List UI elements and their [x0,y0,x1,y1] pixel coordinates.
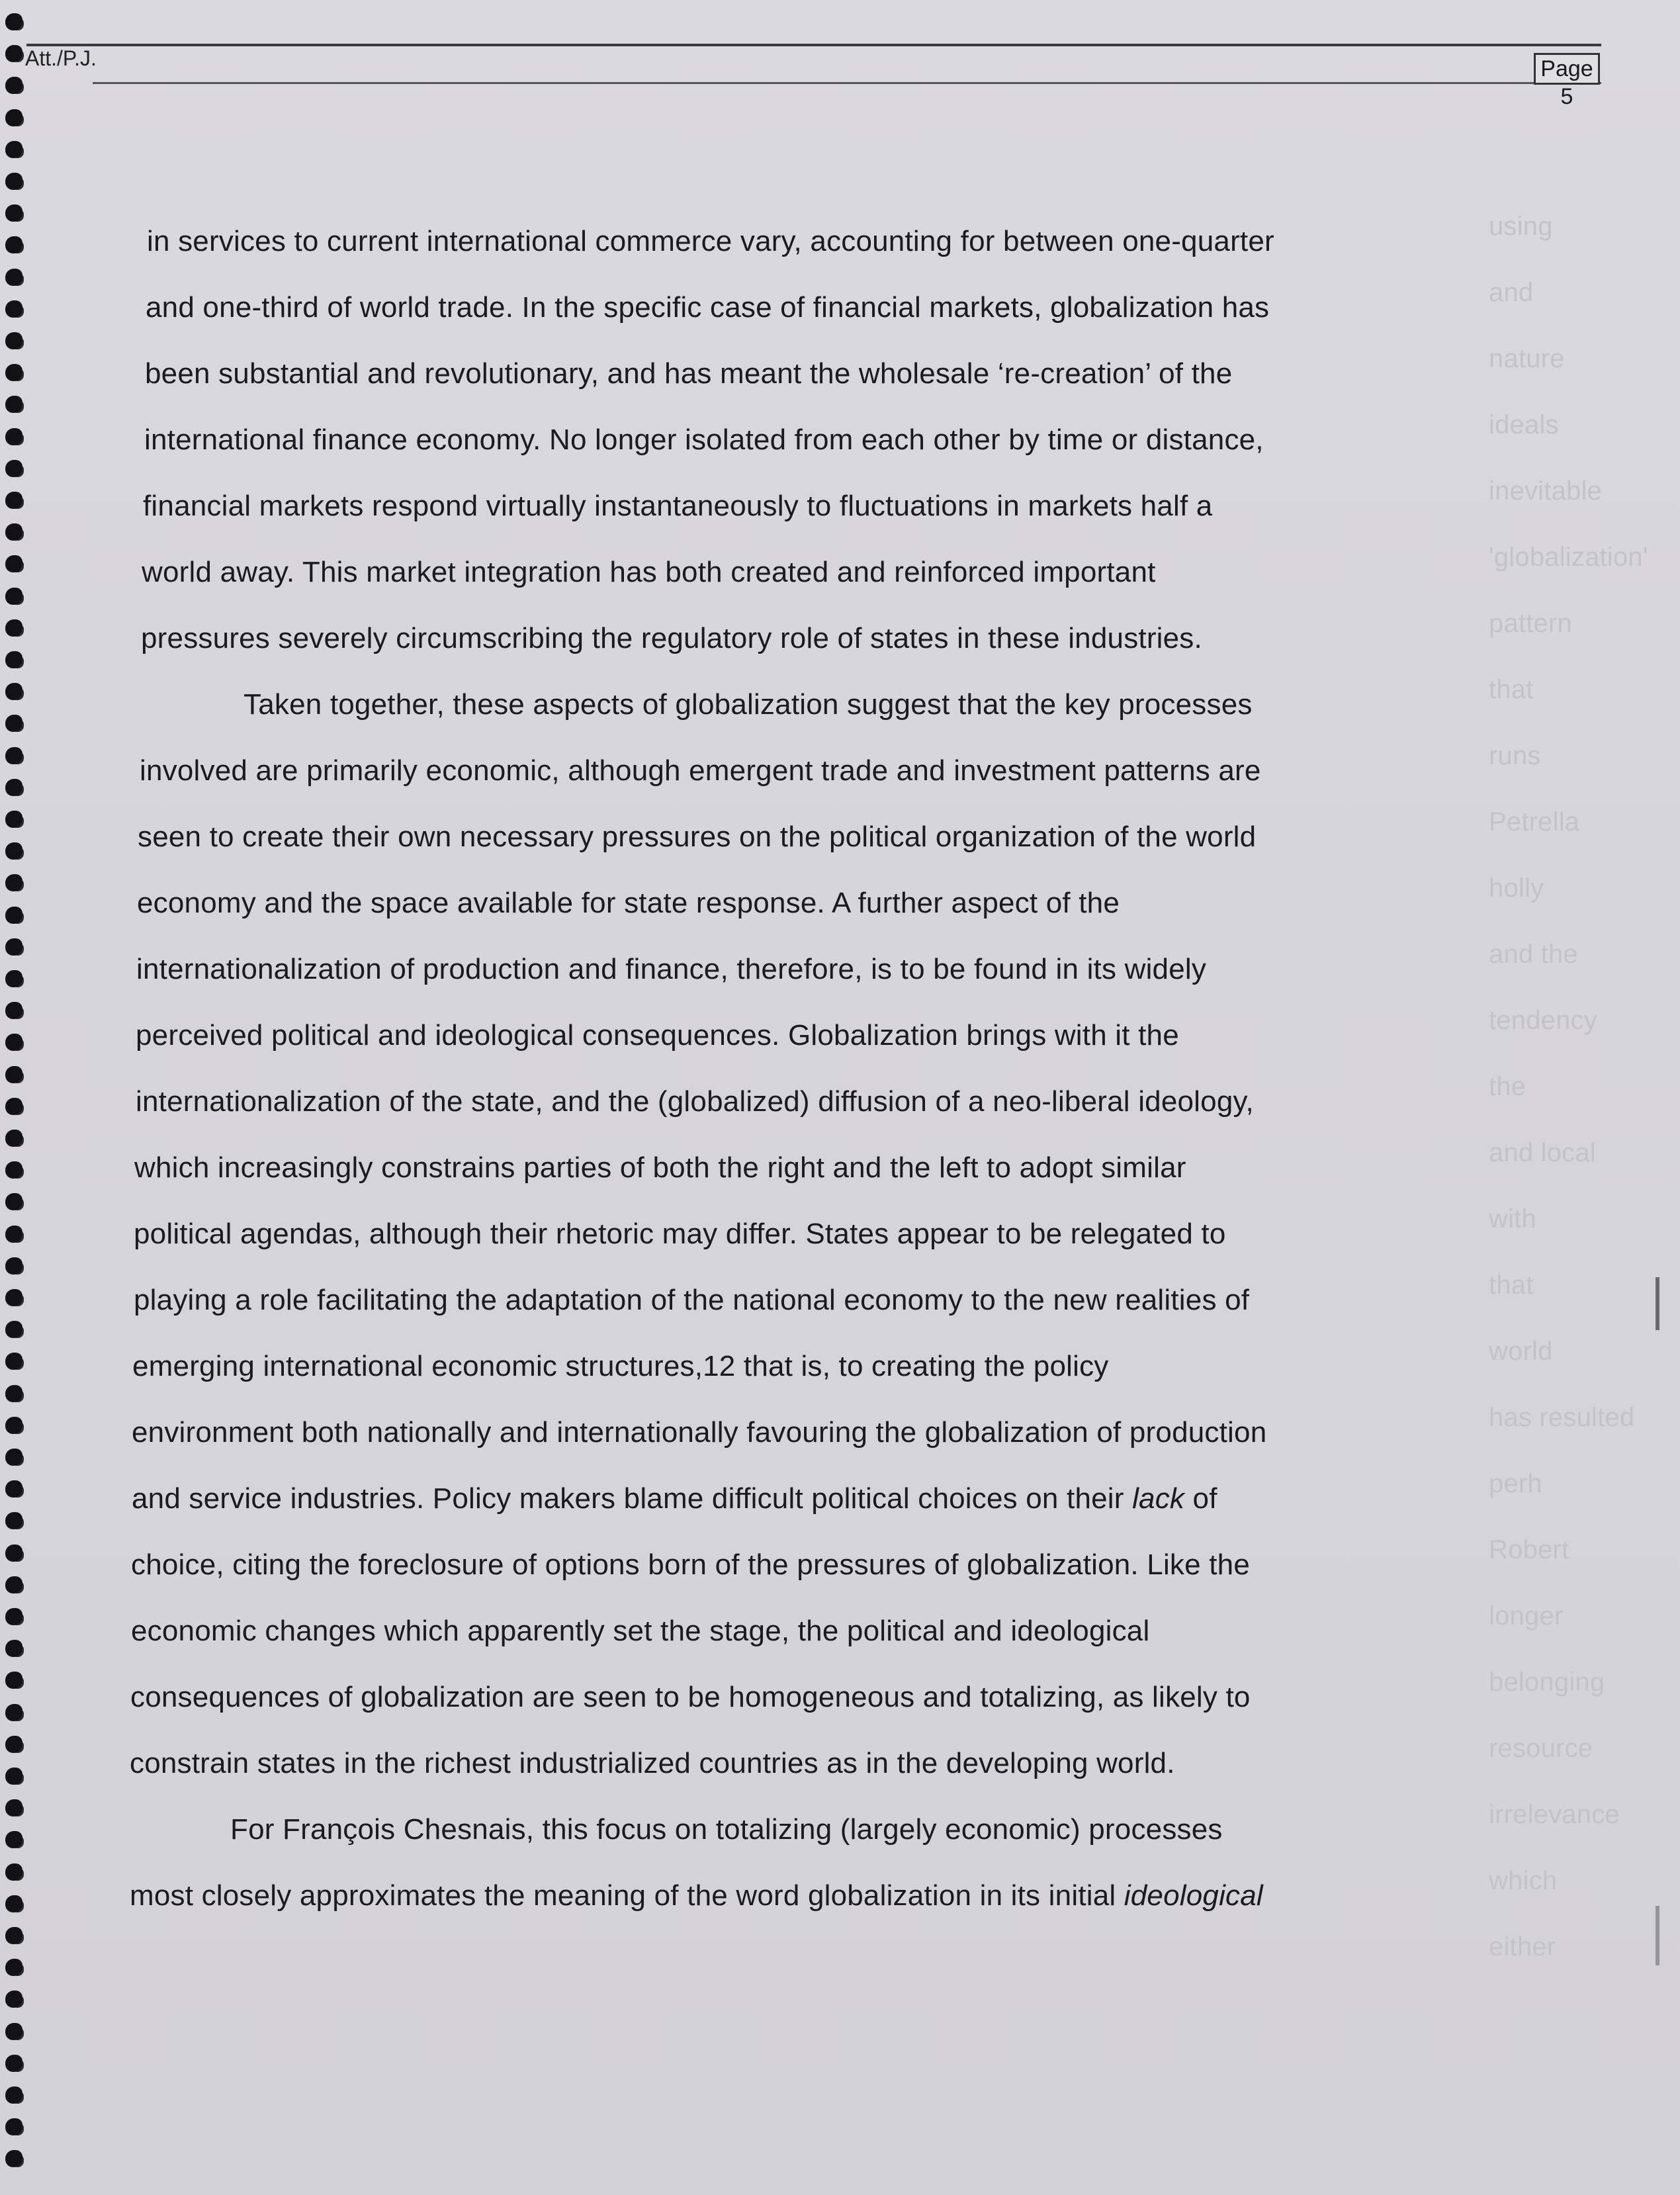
text-line: been substantial and revolutionary, and has meant the wholesale ‘re-creation’ of the [145,357,1233,390]
show-through-fragment: that [1489,1271,1534,1300]
show-through-fragment: using [1489,212,1553,241]
show-through-fragment: the [1489,1072,1526,1101]
text-line: environment both nationally and internationally favouring the globalization of production [132,1416,1267,1449]
show-through-fragment: 'globalization' [1489,543,1648,572]
text-line: involved are primarily economic, although emergent trade and investment patterns are [140,754,1261,787]
show-through-fragment: inevitable [1489,476,1603,506]
emphasis: lack [1132,1482,1185,1515]
show-through-fragment: world [1489,1337,1553,1366]
text-line: emerging international economic structures,12 that is, to creating the policy [132,1350,1109,1382]
show-through-fragment: longer [1489,1601,1564,1631]
show-through-fragment: tendency [1489,1006,1597,1035]
text-line: Taken together, these aspects of globalization suggest that the key processes [243,688,1253,721]
show-through-fragment: that [1489,675,1534,704]
show-through-fragment: Robert [1489,1535,1569,1564]
text-line: choice, citing the foreclosure of options born of the pressures of globalization. Like the [131,1548,1250,1581]
show-through-fragment: runs [1489,741,1541,770]
emphasis: ideological [1124,1879,1263,1912]
edge-speck [1656,1277,1659,1330]
text-line: seen to create their own necessary pressures on the political organization of the world [138,821,1257,853]
text-line: and one-third of world trade. In the specific case of financial markets, globalization has [146,291,1270,324]
show-through-fragment: has resulted [1489,1403,1635,1432]
show-through-fragment: and the [1489,940,1578,969]
text-line: economy and the space available for state response. A further aspect of the [137,887,1120,919]
show-through-fragment: and local [1489,1138,1596,1167]
text-line: pressures severely circumscribing the regulatory role of states in these industries. [141,622,1202,654]
show-through-fragment: holly [1489,874,1544,903]
text-line: and service industries. Policy makers blame difficult political choices on their lack of [132,1482,1217,1515]
text-line: financial markets respond virtually instantaneously to fluctuations in markets half a [143,490,1213,522]
text-line: political agendas, although their rhetoric may differ. States appear to be relegated to [134,1218,1226,1250]
show-through-fragment: Petrella [1489,807,1580,836]
show-through-fragment: ideals [1489,410,1559,439]
show-through-fragment: resource [1489,1734,1593,1763]
show-through-fragment: with [1489,1204,1536,1233]
text-line: world away. This market integration has both created and reinforced important [142,556,1156,588]
show-through-fragment: and [1489,278,1534,307]
text-line: For François Chesnais, this focus on totalizing (largely economic) processes [230,1813,1223,1846]
show-through-fragment: pattern [1489,609,1572,638]
show-through-fragment: belonging [1489,1668,1605,1697]
text-line: perceived political and ideological consequences. Globalization brings with it the [136,1019,1179,1052]
text-line: playing a role facilitating the adaptation of the national economy to the new realities of [134,1284,1250,1316]
text-line: economic changes which apparently set the stage, the political and ideological [131,1615,1150,1647]
show-through-fragment: which [1489,1866,1558,1895]
text-line: constrain states in the richest industrialized countries as in the developing world. [130,1747,1175,1779]
show-through-fragment: either [1489,1932,1556,1961]
text-line: in services to current international commerce vary, accounting for between one-quarter [147,225,1274,257]
show-through-fragment: perh [1489,1469,1542,1498]
show-through-fragment: nature [1489,344,1565,373]
text-line: international finance economy. No longer isolated from each other by time or distance, [144,424,1264,456]
show-through-fragment: irrelevance [1489,1800,1620,1829]
text-line: consequences of globalization are seen to be homogeneous and totalizing, as likely to [130,1681,1251,1713]
text-line: internationalization of the state, and the (globalized) diffusion of a neo-liberal ideology, [136,1085,1254,1118]
text-line: which increasingly constrains parties of both the right and the left to adopt similar [134,1151,1186,1184]
text-line: most closely approximates the meaning of the word globalization in its initial ideological [130,1879,1263,1912]
page-number-box: Page 5 [1534,53,1600,85]
edge-speck [1656,1906,1659,1965]
text-line: internationalization of production and finance, therefore, is to be found in its widely [136,953,1207,985]
attachment-label: Att./P.J. [25,46,97,70]
